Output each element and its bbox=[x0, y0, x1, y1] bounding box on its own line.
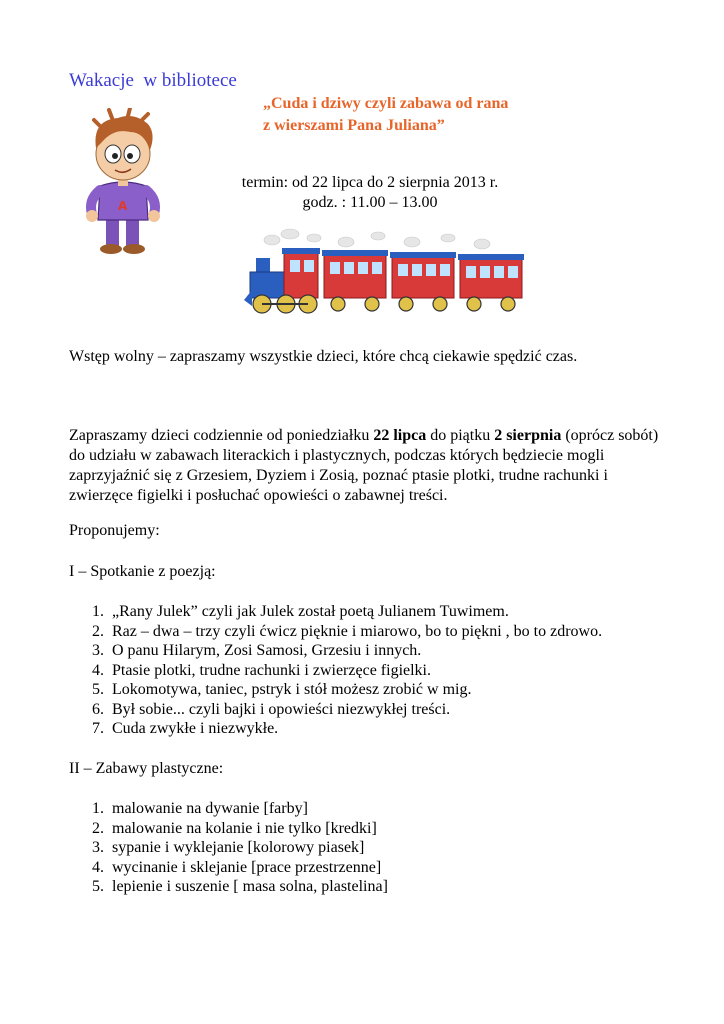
item-number: 1. bbox=[92, 603, 104, 620]
section-2-title: II – Zabawy plastyczne: bbox=[69, 760, 224, 777]
poetry-activities-list bbox=[69, 602, 602, 739]
item-number: 3. bbox=[92, 642, 104, 659]
item-number: 7. bbox=[92, 720, 104, 737]
item-number: 2. bbox=[92, 819, 104, 837]
event-dates bbox=[230, 173, 510, 213]
date-range: termin: od 22 lipca do 2 sierpnia 2013 r. bbox=[241, 174, 499, 191]
list-item bbox=[69, 877, 388, 897]
list-item bbox=[69, 622, 602, 642]
list-item bbox=[69, 602, 602, 622]
list-item bbox=[69, 799, 388, 819]
list-item bbox=[69, 641, 602, 661]
item-number: 2. bbox=[92, 622, 104, 640]
item-text: malowanie na kolanie i nie tylko [kredki] bbox=[112, 819, 377, 837]
train-illustration-icon bbox=[242, 228, 532, 320]
list-item bbox=[69, 661, 602, 681]
item-text: Lokomotywa, taniec, pstryk i stół możesz zrobić w mig. bbox=[112, 681, 472, 698]
item-text: sypanie i wyklejanie [kolorowy piasek] bbox=[112, 839, 365, 856]
item-number: 6. bbox=[92, 700, 104, 718]
intro-text: (oprócz sobót) do udziału w zabawach literackich i plastycznych, podczas których będziecie mogli zaprzyjaźnić się z Grzesiem, Dyziem i Zosią, poznać ptasie plotki, trudne rachunki i zwierzęce figielki i posłuchać opowieści o zabawnej treści. bbox=[69, 427, 659, 504]
intro-paragraph bbox=[69, 426, 659, 506]
item-text: Ptasie plotki, trudne rachunki i zwierzęce figielki. bbox=[112, 661, 431, 679]
time-range: godz. : 11.00 – 13.00 bbox=[302, 194, 438, 211]
event-subtitle bbox=[263, 93, 508, 137]
page-title: Wakacje w bibliotece bbox=[69, 70, 237, 91]
list-item bbox=[69, 858, 388, 878]
boy-illustration-icon bbox=[78, 108, 168, 258]
list-item bbox=[69, 700, 602, 720]
free-entry-note: Wstęp wolny – zapraszamy wszystkie dzieci, które chcą ciekawie spędzić czas. bbox=[69, 348, 578, 365]
item-text: Raz – dwa – trzy czyli ćwicz pięknie i miarowo, bo to piękni , bo to zdrowo. bbox=[112, 622, 603, 640]
item-text: Był sobie... czyli bajki i opowieści niezwykłej treści. bbox=[112, 700, 451, 718]
art-activities-list bbox=[69, 799, 388, 897]
svg-text:A: A bbox=[118, 199, 128, 213]
list-item bbox=[69, 819, 388, 839]
item-text: lepienie i suszenie [ masa solna, plastelina] bbox=[112, 878, 388, 895]
item-number: 3. bbox=[92, 839, 104, 856]
item-text: malowanie na dywanie [farby] bbox=[112, 800, 308, 817]
item-number: 1. bbox=[92, 800, 104, 817]
end-date: 2 sierpnia bbox=[494, 427, 562, 444]
subtitle-line-2: z wierszami Pana Juliana” bbox=[263, 117, 445, 134]
subtitle-line-1: „Cuda i dziwy czyli zabawa od rana bbox=[263, 95, 509, 112]
item-number: 5. bbox=[92, 681, 104, 698]
item-text: Cuda zwykłe i niezwykłe. bbox=[112, 720, 279, 737]
start-date: 22 lipca bbox=[373, 427, 427, 444]
item-number: 5. bbox=[92, 878, 104, 895]
list-item bbox=[69, 838, 388, 858]
item-number: 4. bbox=[92, 661, 104, 679]
item-text: O panu Hilarym, Zosi Samosi, Grzesiu i innych. bbox=[112, 642, 422, 659]
item-number: 4. bbox=[92, 858, 104, 876]
item-text: wycinanie i sklejanie [prace przestrzenne] bbox=[112, 858, 382, 876]
list-item bbox=[69, 680, 602, 700]
item-text: „Rany Julek” czyli jak Julek został poetą Julianem Tuwimem. bbox=[112, 603, 509, 620]
list-item bbox=[69, 719, 602, 739]
section-1-title: I – Spotkanie z poezją: bbox=[69, 563, 216, 580]
intro-text: do piątku bbox=[426, 427, 495, 444]
intro-text: Zapraszamy dzieci codziennie od poniedziałku bbox=[69, 427, 374, 444]
proposal-heading: Proponujemy: bbox=[69, 522, 160, 539]
